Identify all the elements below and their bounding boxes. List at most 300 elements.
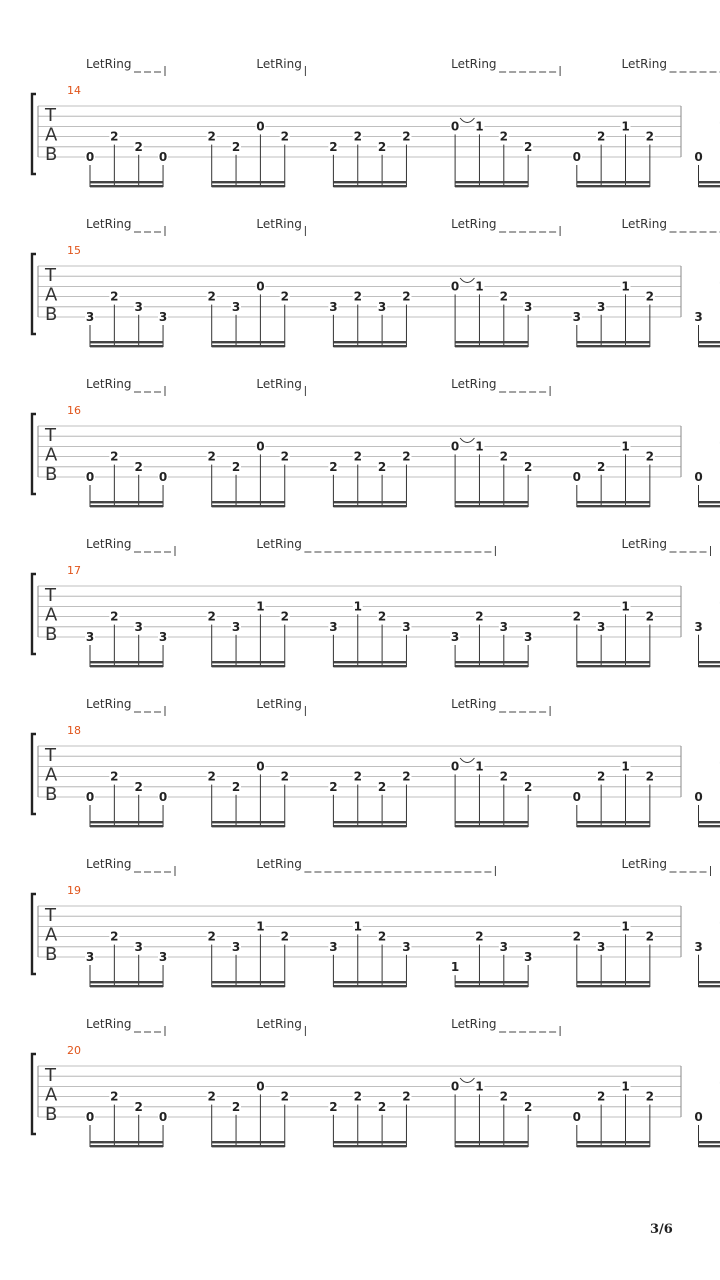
- let-ring-label: LetRing: [86, 1017, 132, 1031]
- beam: [333, 345, 406, 347]
- fret-number: 2: [499, 1089, 508, 1104]
- fret-number: 2: [110, 129, 119, 144]
- tab-clef-b: B: [45, 784, 58, 805]
- fret-number: 1: [621, 119, 630, 134]
- let-ring-label: LetRing: [256, 857, 302, 871]
- fret-number: 0: [256, 759, 265, 774]
- beam: [577, 345, 650, 347]
- beam: [212, 665, 285, 667]
- fret-number: 2: [110, 289, 119, 304]
- fret-number: 3: [85, 950, 95, 964]
- fret-number: 2: [353, 1089, 362, 1104]
- beam: [577, 821, 650, 823]
- beam: [577, 981, 650, 983]
- beam: [90, 345, 163, 347]
- beam: [577, 1145, 650, 1147]
- tie-arc: [460, 758, 474, 763]
- fret-number: 2: [280, 769, 289, 784]
- system-brace: [32, 894, 36, 974]
- beam: [333, 505, 406, 507]
- beam: [212, 821, 285, 823]
- fret-number: 2: [645, 289, 655, 304]
- beam: [455, 825, 528, 827]
- beam: [455, 661, 528, 663]
- fret-number: 2: [645, 609, 655, 624]
- fret-number: 2: [402, 769, 411, 784]
- fret-number: 0: [158, 1110, 168, 1124]
- tab-clef-t: T: [45, 105, 56, 126]
- fret-number: 0: [450, 1079, 460, 1094]
- fret-number: 2: [596, 769, 606, 784]
- let-ring-label: LetRing: [451, 697, 497, 711]
- fret-number: 2: [329, 139, 338, 154]
- fret-number: 3: [450, 630, 460, 644]
- fret-number: 3: [694, 310, 703, 324]
- fret-number: 3: [134, 619, 143, 634]
- beam: [333, 981, 406, 983]
- fret-number: 2: [645, 129, 655, 144]
- beam: [90, 1141, 163, 1143]
- fret-number: 1: [475, 1079, 484, 1094]
- fret-number: 3: [158, 630, 168, 644]
- fret-number: 2: [207, 449, 216, 464]
- tab-clef-a: A: [45, 444, 58, 466]
- fret-number: 3: [231, 299, 241, 314]
- fret-number: 2: [231, 459, 241, 474]
- fret-number: 0: [158, 470, 168, 484]
- fret-number: 2: [134, 459, 143, 474]
- fret-number: 2: [353, 449, 362, 464]
- tie-arc: [460, 1078, 474, 1083]
- fret-number: 2: [353, 769, 362, 784]
- fret-number: 0: [256, 279, 265, 294]
- fret-number: 1: [475, 279, 484, 294]
- fret-number: 3: [523, 950, 533, 964]
- fret-number: 2: [280, 129, 289, 144]
- fret-number: 2: [475, 609, 484, 624]
- fret-number: 2: [645, 929, 655, 944]
- beam: [90, 501, 163, 503]
- fret-number: 0: [572, 470, 581, 484]
- let-ring-label: LetRing: [86, 217, 132, 231]
- fret-number: 3: [499, 619, 508, 634]
- tab-clef-b: B: [45, 464, 58, 485]
- measure-number: 17: [67, 564, 81, 577]
- let-ring-label: LetRing: [256, 537, 302, 551]
- fret-number: 2: [572, 609, 581, 624]
- fret-number: 2: [231, 1099, 241, 1114]
- fret-number: 2: [645, 449, 655, 464]
- tab-clef-a: A: [45, 284, 58, 306]
- beam: [90, 985, 163, 987]
- beam: [577, 181, 650, 183]
- beam: [699, 181, 720, 183]
- fret-number: 2: [377, 779, 387, 794]
- tab-clef-t: T: [45, 745, 56, 766]
- let-ring-label: LetRing: [621, 857, 667, 871]
- fret-number: 2: [134, 1099, 143, 1114]
- beam: [699, 501, 720, 503]
- fret-number: 0: [85, 470, 95, 484]
- fret-number: 1: [353, 599, 362, 614]
- fret-number: 2: [523, 1099, 533, 1114]
- beam: [333, 181, 406, 183]
- beam: [212, 341, 285, 343]
- let-ring-label: LetRing: [451, 57, 497, 71]
- fret-number: 1: [621, 279, 630, 294]
- fret-number: 2: [207, 129, 216, 144]
- fret-number: 2: [110, 769, 119, 784]
- fret-number: 2: [402, 129, 411, 144]
- page-number: 3/6: [650, 1222, 673, 1237]
- fret-number: 2: [207, 769, 216, 784]
- beam: [333, 185, 406, 187]
- fret-number: 2: [499, 769, 508, 784]
- beam: [212, 501, 285, 503]
- beam: [455, 1141, 528, 1143]
- fret-number: 3: [134, 299, 143, 314]
- beam: [90, 505, 163, 507]
- fret-number: 3: [523, 299, 533, 314]
- fret-number: 0: [85, 1110, 95, 1124]
- fret-number: 3: [402, 619, 411, 634]
- fret-number: 2: [134, 139, 143, 154]
- fret-number: 0: [572, 1110, 581, 1124]
- beam: [212, 825, 285, 827]
- beam: [699, 825, 720, 827]
- fret-number: 2: [596, 1089, 606, 1104]
- beam: [333, 1141, 406, 1143]
- fret-number: 1: [450, 960, 460, 975]
- tab-clef-b: B: [45, 304, 58, 325]
- fret-number: 2: [329, 459, 338, 474]
- let-ring-label: LetRing: [86, 537, 132, 551]
- fret-number: 2: [280, 1089, 289, 1104]
- fret-number: 1: [475, 759, 484, 774]
- beam: [577, 341, 650, 343]
- beam: [455, 821, 528, 823]
- fret-number: 2: [110, 449, 119, 464]
- beam: [577, 665, 650, 667]
- beam: [333, 985, 406, 987]
- fret-number: 0: [85, 790, 95, 804]
- fret-number: 3: [231, 619, 241, 634]
- fret-number: 1: [475, 439, 484, 454]
- let-ring-label: LetRing: [256, 57, 302, 71]
- fret-number: 3: [596, 939, 606, 954]
- let-ring-label: LetRing: [256, 697, 302, 711]
- beam: [212, 345, 285, 347]
- fret-number: 2: [207, 609, 216, 624]
- let-ring-label: LetRing: [451, 377, 497, 391]
- let-ring-label: LetRing: [621, 217, 667, 231]
- beam: [90, 665, 163, 667]
- fret-number: 0: [450, 439, 460, 454]
- fret-number: 2: [231, 139, 241, 154]
- fret-number: 2: [231, 779, 241, 794]
- fret-number: 2: [596, 459, 606, 474]
- measure-number: 19: [67, 884, 81, 897]
- fret-number: 0: [694, 470, 703, 484]
- tab-system-20: [32, 1017, 720, 1147]
- beam: [699, 1145, 720, 1147]
- tab-system-15: [32, 217, 720, 347]
- beam: [577, 661, 650, 663]
- fret-number: 0: [158, 150, 168, 164]
- tab-clef-t: T: [45, 265, 56, 286]
- fret-number: 3: [329, 619, 338, 634]
- beam: [333, 821, 406, 823]
- fret-number: 2: [402, 1089, 411, 1104]
- fret-number: 1: [621, 1079, 630, 1094]
- beam: [455, 345, 528, 347]
- fret-number: 0: [450, 279, 460, 294]
- beam: [455, 501, 528, 503]
- system-brace: [32, 414, 36, 494]
- fret-number: 2: [402, 289, 411, 304]
- fret-number: 2: [110, 929, 119, 944]
- fret-number: 2: [353, 289, 362, 304]
- tab-clef-b: B: [45, 1104, 58, 1125]
- measure-number: 18: [67, 724, 81, 737]
- beam: [212, 181, 285, 183]
- beam: [577, 985, 650, 987]
- fret-number: 3: [377, 299, 387, 314]
- system-brace: [32, 94, 36, 174]
- fret-number: 2: [329, 1099, 338, 1114]
- measure-number: 20: [67, 1044, 81, 1057]
- beam: [212, 185, 285, 187]
- fret-number: 1: [621, 439, 630, 454]
- fret-number: 3: [158, 310, 168, 324]
- beam: [699, 345, 720, 347]
- fret-number: 2: [499, 129, 508, 144]
- let-ring-label: LetRing: [256, 217, 302, 231]
- fret-number: 2: [645, 1089, 655, 1104]
- beam: [699, 665, 720, 667]
- fret-number: 3: [85, 630, 95, 644]
- beam: [455, 1145, 528, 1147]
- beam: [333, 1145, 406, 1147]
- fret-number: 1: [475, 119, 484, 134]
- measure-number: 16: [67, 404, 81, 417]
- fret-number: 0: [572, 150, 581, 164]
- fret-number: 0: [694, 790, 703, 804]
- beam: [699, 981, 720, 983]
- tie-arc: [460, 438, 474, 443]
- fret-number: 2: [134, 779, 143, 794]
- beam: [333, 825, 406, 827]
- fret-number: 2: [523, 139, 533, 154]
- fret-number: 0: [694, 150, 703, 164]
- let-ring-label: LetRing: [256, 377, 302, 391]
- fret-number: 3: [694, 619, 703, 634]
- tab-clef-b: B: [45, 944, 58, 965]
- tab-clef-a: A: [45, 1084, 58, 1106]
- beam: [699, 185, 720, 187]
- system-brace: [32, 574, 36, 654]
- beam: [577, 1141, 650, 1143]
- fret-number: 2: [377, 929, 387, 944]
- fret-number: 2: [280, 929, 289, 944]
- let-ring-label: LetRing: [621, 57, 667, 71]
- tab-clef-t: T: [45, 585, 56, 606]
- fret-number: 2: [377, 139, 387, 154]
- let-ring-label: LetRing: [86, 377, 132, 391]
- fret-number: 2: [280, 609, 289, 624]
- beam: [699, 341, 720, 343]
- beam: [90, 341, 163, 343]
- beam: [699, 505, 720, 507]
- fret-number: 2: [596, 129, 606, 144]
- tab-clef-a: A: [45, 764, 58, 786]
- fret-number: 1: [621, 599, 630, 614]
- fret-number: 3: [85, 310, 95, 324]
- fret-number: 2: [377, 1099, 387, 1114]
- beam: [577, 825, 650, 827]
- fret-number: 0: [572, 790, 581, 804]
- tab-system-17: [32, 537, 720, 667]
- beam: [212, 661, 285, 663]
- beam: [699, 821, 720, 823]
- beam: [333, 661, 406, 663]
- fret-number: 2: [475, 929, 484, 944]
- fret-number: 2: [280, 289, 289, 304]
- let-ring-label: LetRing: [86, 697, 132, 711]
- fret-number: 1: [353, 919, 362, 934]
- tab-clef-t: T: [45, 905, 56, 926]
- fret-number: 1: [256, 599, 265, 614]
- beam: [90, 185, 163, 187]
- fret-number: 2: [499, 449, 508, 464]
- beam: [455, 981, 528, 983]
- fret-number: 1: [256, 919, 265, 934]
- fret-number: 1: [621, 919, 630, 934]
- beam: [455, 181, 528, 183]
- fret-number: 3: [402, 939, 411, 954]
- fret-number: 0: [450, 759, 460, 774]
- beam: [212, 1145, 285, 1147]
- fret-number: 2: [353, 129, 362, 144]
- let-ring-label: LetRing: [451, 217, 497, 231]
- fret-number: 3: [694, 939, 703, 954]
- fret-number: 2: [207, 929, 216, 944]
- fret-number: 3: [329, 299, 338, 314]
- beam: [455, 185, 528, 187]
- fret-number: 2: [207, 289, 216, 304]
- fret-number: 0: [158, 790, 168, 804]
- beam: [455, 665, 528, 667]
- fret-number: 3: [231, 939, 241, 954]
- measure-number: 14: [67, 84, 81, 97]
- fret-number: 2: [645, 769, 655, 784]
- beam: [699, 661, 720, 663]
- let-ring-label: LetRing: [256, 1017, 302, 1031]
- beam: [455, 341, 528, 343]
- fret-number: 0: [256, 439, 265, 454]
- tab-clef-t: T: [45, 1065, 56, 1086]
- beam: [90, 181, 163, 183]
- fret-number: 2: [280, 449, 289, 464]
- fret-number: 0: [450, 119, 460, 134]
- fret-number: 2: [207, 1089, 216, 1104]
- fret-number: 2: [523, 459, 533, 474]
- beam: [212, 981, 285, 983]
- fret-number: 2: [329, 779, 338, 794]
- fret-number: 3: [572, 310, 581, 324]
- beam: [577, 185, 650, 187]
- fret-number: 0: [85, 150, 95, 164]
- tab-system-19: [32, 857, 720, 987]
- beam: [333, 341, 406, 343]
- beam: [455, 985, 528, 987]
- fret-number: 2: [402, 449, 411, 464]
- let-ring-label: LetRing: [621, 537, 667, 551]
- beam: [699, 1141, 720, 1143]
- fret-number: 0: [256, 1079, 265, 1094]
- fret-number: 3: [499, 939, 508, 954]
- fret-number: 3: [596, 619, 606, 634]
- tab-clef-a: A: [45, 604, 58, 626]
- fret-number: 2: [499, 289, 508, 304]
- tab-system-18: [32, 697, 720, 827]
- beam: [90, 821, 163, 823]
- fret-number: 2: [377, 459, 387, 474]
- beam: [90, 1145, 163, 1147]
- tie-arc: [460, 278, 474, 283]
- beam: [333, 501, 406, 503]
- fret-number: 3: [329, 939, 338, 954]
- beam: [577, 505, 650, 507]
- let-ring-label: LetRing: [86, 857, 132, 871]
- let-ring-label: LetRing: [451, 1017, 497, 1031]
- beam: [212, 985, 285, 987]
- tab-clef-a: A: [45, 124, 58, 146]
- beam: [90, 981, 163, 983]
- fret-number: 3: [523, 630, 533, 644]
- beam: [333, 665, 406, 667]
- fret-number: 3: [596, 299, 606, 314]
- fret-number: 0: [694, 1110, 703, 1124]
- system-brace: [32, 734, 36, 814]
- beam: [212, 1141, 285, 1143]
- beam: [90, 825, 163, 827]
- let-ring-label: LetRing: [86, 57, 132, 71]
- fret-number: 2: [110, 1089, 119, 1104]
- tab-clef-a: A: [45, 924, 58, 946]
- beam: [699, 985, 720, 987]
- beam: [577, 501, 650, 503]
- beam: [212, 505, 285, 507]
- tab-system-14: [32, 57, 720, 187]
- fret-number: 0: [256, 119, 265, 134]
- beam: [455, 505, 528, 507]
- fret-number: 3: [158, 950, 168, 964]
- tab-clef-b: B: [45, 144, 58, 165]
- tab-clef-b: B: [45, 624, 58, 645]
- fret-number: 2: [572, 929, 581, 944]
- beam: [90, 661, 163, 663]
- system-brace: [32, 254, 36, 334]
- fret-number: 2: [523, 779, 533, 794]
- tie-arc: [460, 118, 474, 123]
- tab-system-16: [32, 377, 720, 507]
- fret-number: 2: [377, 609, 387, 624]
- fret-number: 1: [621, 759, 630, 774]
- system-brace: [32, 1054, 36, 1134]
- fret-number: 2: [110, 609, 119, 624]
- fret-number: 3: [134, 939, 143, 954]
